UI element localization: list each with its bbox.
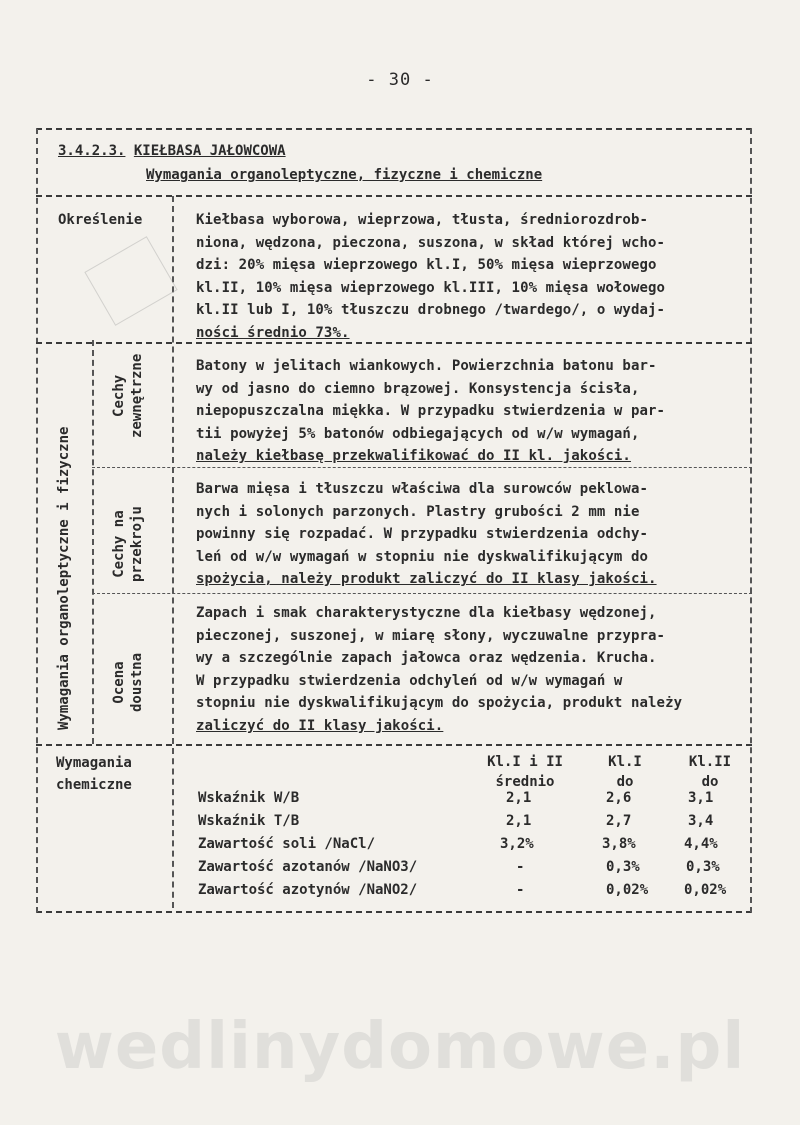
column-header-class2: Kl.II do bbox=[688, 754, 732, 790]
row-label-oral: Ocena doustna bbox=[111, 652, 145, 712]
class1-value: 0,3% bbox=[606, 859, 640, 875]
definition-text bbox=[196, 209, 665, 345]
organoleptic-group-label: Wymagania organoleptyczne i fizyczne bbox=[56, 426, 72, 730]
class2-value: 3,1 bbox=[688, 790, 714, 806]
chemical-row bbox=[198, 836, 758, 860]
text-line: leń od w/w wymagań w stopniu nie dyskwalifikującym do bbox=[196, 548, 649, 565]
text-line: zaliczyć do II klasy jakości. bbox=[196, 717, 444, 734]
average-value: - bbox=[516, 882, 525, 898]
chemical-label bbox=[56, 752, 132, 796]
chemical-row bbox=[198, 859, 758, 883]
text-line: nych i solonych parzonych. Plastry grubości 2 mm nie bbox=[196, 503, 640, 520]
text-line: Batony w jelitach wiankowych. Powierzchnia batonu bar- bbox=[196, 358, 657, 374]
row-label-external: Cechy zewnętrzne bbox=[111, 353, 145, 438]
text-line: należy kiełbasę przekwalifikować do II kl. jakości. bbox=[196, 448, 631, 465]
average-value: 2,1 bbox=[506, 790, 532, 806]
class2-value: 0,02% bbox=[684, 882, 727, 898]
average-value: 3,2% bbox=[500, 836, 534, 852]
class2-value: 3,4 bbox=[688, 813, 714, 829]
chemical-label-line: chemiczne bbox=[56, 777, 132, 793]
parameter-name: Zawartość azotynów /NaNO2/ bbox=[198, 882, 418, 898]
text-line: powinny się rozpadać. W przypadku stwierdzenia odchy- bbox=[196, 526, 649, 543]
class1-value: 3,8% bbox=[602, 836, 636, 852]
text-line: niona, wędzona, pieczona, suszona, w skład której wcho- bbox=[196, 234, 666, 251]
chemical-row bbox=[198, 790, 758, 814]
column-header-average: Kl.I i II średnio bbox=[487, 754, 563, 790]
divider bbox=[36, 744, 752, 746]
text-line: ności średnio 73%. bbox=[196, 324, 350, 341]
text-line: Barwa mięsa i tłuszczu właściwa dla surowców peklowa- bbox=[196, 481, 649, 497]
divider bbox=[36, 342, 752, 344]
cross-section-text bbox=[196, 478, 657, 591]
divider bbox=[92, 467, 752, 468]
definition-label: Określenie bbox=[58, 212, 143, 228]
section-heading bbox=[58, 140, 286, 162]
text-line: spożycia, należy produkt zaliczyć do II klasy jakości. bbox=[196, 571, 657, 588]
chemical-row bbox=[198, 882, 758, 906]
external-features-text bbox=[196, 355, 665, 468]
text-line: kl.II, 10% mięsa wieprzowego kl.III, 10% mięsa wołowego bbox=[196, 279, 666, 296]
column-divider bbox=[92, 340, 94, 744]
text-line: pieczonej, suszonej, w miarę słony, wyczuwalne przypra- bbox=[196, 627, 666, 644]
text-line: Zapach i smak charakterystyczne dla kiełbasy wędzonej, bbox=[196, 605, 657, 621]
class1-value: 2,6 bbox=[606, 790, 632, 806]
class1-value: 2,7 bbox=[606, 813, 632, 829]
chemical-label-line: Wymagania bbox=[56, 755, 132, 771]
parameter-name: Wskaźnik W/B bbox=[198, 790, 300, 806]
oral-evaluation-text bbox=[196, 602, 682, 738]
divider bbox=[36, 195, 752, 197]
class2-value: 0,3% bbox=[686, 859, 720, 875]
text-line: wy a szczególnie zapach jałowca oraz wędzenia. Krucha. bbox=[196, 650, 657, 667]
text-line: stopniu nie dyskwalifikującym do spożycia, produkt należy bbox=[196, 695, 683, 712]
row-label-cross-section: Cechy na przekroju bbox=[111, 506, 145, 582]
watermark: wedlinydomowe.pl bbox=[54, 1010, 746, 1084]
chemical-row bbox=[198, 813, 758, 837]
average-value: 2,1 bbox=[506, 813, 532, 829]
text-line: wy od jasno do ciemno brązowej. Konsystencja ścisła, bbox=[196, 380, 640, 397]
section-subtitle: Wymagania organoleptyczne, fizyczne i chemiczne bbox=[146, 167, 543, 183]
column-divider bbox=[172, 748, 174, 908]
average-value: - bbox=[516, 859, 525, 875]
parameter-name: Zawartość azotanów /NaNO3/ bbox=[198, 859, 418, 875]
section-title: KIEŁBASA JAŁOWCOWA bbox=[133, 143, 286, 159]
text-line: kl.II lub I, 10% tłuszczu drobnego /twardego/, o wydaj- bbox=[196, 302, 666, 319]
divider bbox=[92, 593, 752, 594]
text-line: Kiełbasa wyborowa, wieprzowa, tłusta, średniorozdrob- bbox=[196, 212, 649, 228]
text-line: niepopuszczalna miękka. W przypadku stwierdzenia w par- bbox=[196, 403, 666, 420]
class2-value: 4,4% bbox=[684, 836, 718, 852]
parameter-name: Wskaźnik T/B bbox=[198, 813, 300, 829]
text-line: W przypadku stwierdzenia odchyleń od w/w wymagań w bbox=[196, 672, 623, 689]
text-line: dzi: 20% mięsa wieprzowego kl.I, 50% mięsa wieprzowego bbox=[196, 257, 657, 274]
section-number: 3.4.2.3. bbox=[58, 143, 126, 159]
column-header-class1: Kl.I do bbox=[608, 754, 642, 790]
text-line: tii powyżej 5% batonów odbiegających od w/w wymagań, bbox=[196, 425, 640, 442]
parameter-name: Zawartość soli /NaCl/ bbox=[198, 836, 376, 852]
page-number: - 30 - bbox=[366, 70, 434, 90]
column-divider bbox=[172, 196, 174, 744]
class1-value: 0,02% bbox=[606, 882, 649, 898]
